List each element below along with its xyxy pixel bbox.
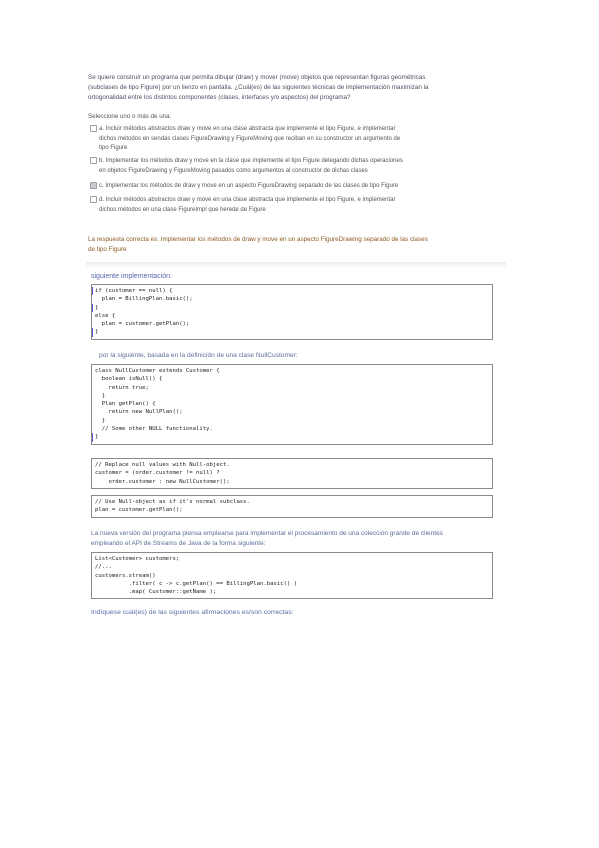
select-instruction: Seleccione uno o más de una: xyxy=(88,113,172,120)
code-line: else { xyxy=(95,312,116,319)
code-line: Plan getPlan() { xyxy=(95,401,156,408)
option-b-checkbox[interactable] xyxy=(90,157,97,164)
answer-line: de tipo Figure xyxy=(88,245,127,253)
option-a[interactable] xyxy=(90,125,470,155)
option-d[interactable] xyxy=(90,196,470,216)
code-line: plan = BillingPlan.basic(); xyxy=(95,296,193,303)
option-line: en objetos FigureDrawing y FigureMoving pasados como argumentos al constructor de dichas clases xyxy=(99,167,368,174)
code-line: customers.stream() xyxy=(95,572,156,579)
code-line: if (customer == null) { xyxy=(92,287,489,295)
answer-line: La respuesta correcta es: Implementar los métodos de draw y move en un aspecto FigureDrawing separado de las clases xyxy=(88,236,428,243)
correct-answer-feedback xyxy=(88,235,458,255)
question-text xyxy=(88,73,478,102)
question-line: Se quiere construir un programa que permita dibujar (draw) y mover (move) objetos que representan figuras geométricas xyxy=(88,74,426,81)
code-line: // Replace null values with Null-object. xyxy=(95,462,230,468)
code-line: //... xyxy=(95,564,112,571)
final-question-text: Indíquese cuál(es) de las siguientes afirmaciones es/son correctas: xyxy=(91,609,294,616)
option-line: b. Implementar los métodos draw y move en la clase que implemente el tipo Figure delegando dichas operaciones xyxy=(99,158,403,164)
option-a-checkbox[interactable] xyxy=(90,125,97,132)
code-line: // Use Null-object as if it's normal subclass. xyxy=(95,499,250,505)
code-line: plan = customer.getPlan(); xyxy=(95,321,190,328)
code-line: plan = customer.getPlan(); xyxy=(95,507,183,514)
option-line: dichos métodos en una clase FigureImpl que herede de Figure xyxy=(99,206,266,213)
code-line: } xyxy=(95,417,106,424)
code-line: } xyxy=(95,392,106,399)
question-line: ortogonalidad entre los distintos componentes (clases, interfaces y/o aspectos) del programa? xyxy=(88,93,351,101)
code-line: } xyxy=(92,328,489,336)
code-line: order.customer : new NullCustomer(); xyxy=(95,478,230,485)
code-block-null-check xyxy=(91,284,493,340)
code-line: .filter( c -> c.getPlan() == BillingPlan.basic() ) xyxy=(95,580,298,587)
code-block-nullcustomer-class xyxy=(91,364,493,445)
question-line: (subclases de tipo Figure) por un lienzo en pantalla. ¿Cuál(es) de las siguientes técnicas de implementación maximizan la xyxy=(88,83,429,91)
implementation-intro: siguiente implementación: xyxy=(91,273,172,280)
option-c[interactable] xyxy=(90,182,470,192)
section-divider xyxy=(86,262,506,268)
code-line: // Some other NULL functionality. xyxy=(95,426,213,433)
option-line: tipo Figure xyxy=(99,145,128,151)
code-line: List<Customer> customers; xyxy=(95,556,180,562)
option-b[interactable] xyxy=(90,157,470,177)
code-line: customer = (order.customer != null) ? xyxy=(95,470,220,477)
code-block-replace-null xyxy=(91,458,493,489)
option-line: d. Incluir métodos abstractos draw y move en una clase abstracta que implemente el tipo Figure, e implementar xyxy=(99,197,396,203)
option-c-checkbox[interactable] xyxy=(90,182,97,189)
question-line: La nueva versión del programa piensa emplearse para implementar el procesamiento de una colección grande de clientes xyxy=(91,530,443,537)
code-line: return new NullPlan(); xyxy=(95,409,183,416)
streams-question-text xyxy=(91,529,511,549)
code-line: class NullCustomer extends Customer { xyxy=(95,368,220,374)
option-line: c. Implementar los métodos de draw y move en un aspecto FigureDrawing separado de las clases de tipo Figure xyxy=(99,183,399,189)
code-line: .map( Customer::getName ); xyxy=(95,589,217,596)
code-line: } xyxy=(92,304,489,312)
code-block-use-null-object xyxy=(91,495,493,518)
code-line: boolean isNull() { xyxy=(95,376,163,383)
option-d-checkbox[interactable] xyxy=(90,196,97,203)
code-line: return true; xyxy=(95,384,149,391)
code-block-streams xyxy=(91,552,493,599)
code-line: } xyxy=(92,433,489,441)
question-line: empleando el API de Streams de Java de la forma siguiente: xyxy=(91,540,266,547)
option-line: dichos métodos en sendas clases FigureDrawing y FigureMoving que reciban en su constructor un argumento de xyxy=(99,135,401,142)
nullcustomer-intro: por la siguiente, basada en la definición de una clase NullCustomer: xyxy=(99,352,298,359)
option-line: a. Incluir métodos abstractos draw y move en una clase abstracta que implemente el tipo Figure, e implementar xyxy=(99,126,396,132)
